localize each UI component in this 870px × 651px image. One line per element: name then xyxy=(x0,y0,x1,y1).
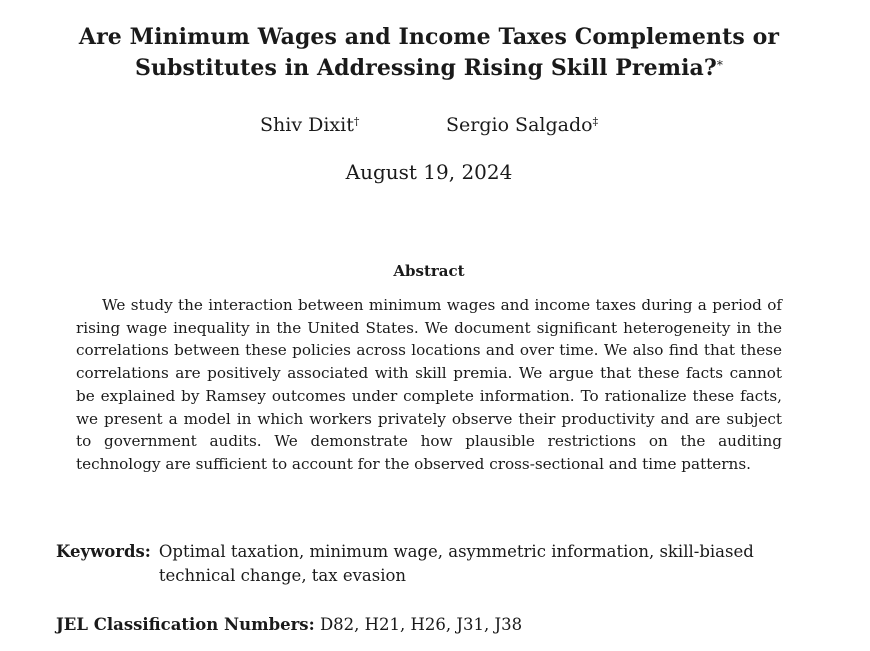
author-1 xyxy=(260,113,359,137)
keywords-label: Keywords: xyxy=(56,542,151,561)
abstract-heading: Abstract xyxy=(393,262,465,280)
author-2 xyxy=(446,113,598,137)
keywords-text: Optimal taxation, minimum wage, asymmetric information, skill-biased technical change, tax evasion xyxy=(158,542,754,585)
paper-title-line-2 xyxy=(0,53,858,84)
author-1-footnote-mark: † xyxy=(353,115,360,128)
publication-date: August 19, 2024 xyxy=(345,160,513,184)
jel-label: JEL Classification Numbers: xyxy=(56,615,315,634)
title-footnote-mark: * xyxy=(716,58,724,72)
paper-title xyxy=(0,22,858,84)
author-2-footnote-mark: ‡ xyxy=(592,115,599,128)
paper-title-line-2-text: Substitutes in Addressing Rising Skill Premia? xyxy=(134,55,717,81)
jel-codes: D82, H21, H26, J31, J38 xyxy=(319,615,523,634)
paper-title-line-1: Are Minimum Wages and Income Taxes Complements or xyxy=(78,24,780,50)
abstract-text: We study the interaction between minimum wages and income taxes during a period of rising wage inequality in the United States. We document significant heterogeneity in the correlations between these policies across locations and over time. We also find that these correlations are positively associated with skill premia. We argue that these facts cannot be explained by Ramsey outcomes under complete information. To rationalize these facts, we present a model in which workers privately observe their productivity and are subject to government audits. We demonstrate how plausible restrictions on the auditing technology are sufficient to account for the observed cross-sectional and time patterns. xyxy=(76,296,782,473)
author-2-name: Sergio Salgado xyxy=(446,114,593,136)
keywords-section xyxy=(56,540,786,588)
jel-section xyxy=(56,613,786,637)
author-1-name: Shiv Dixit xyxy=(260,114,354,136)
